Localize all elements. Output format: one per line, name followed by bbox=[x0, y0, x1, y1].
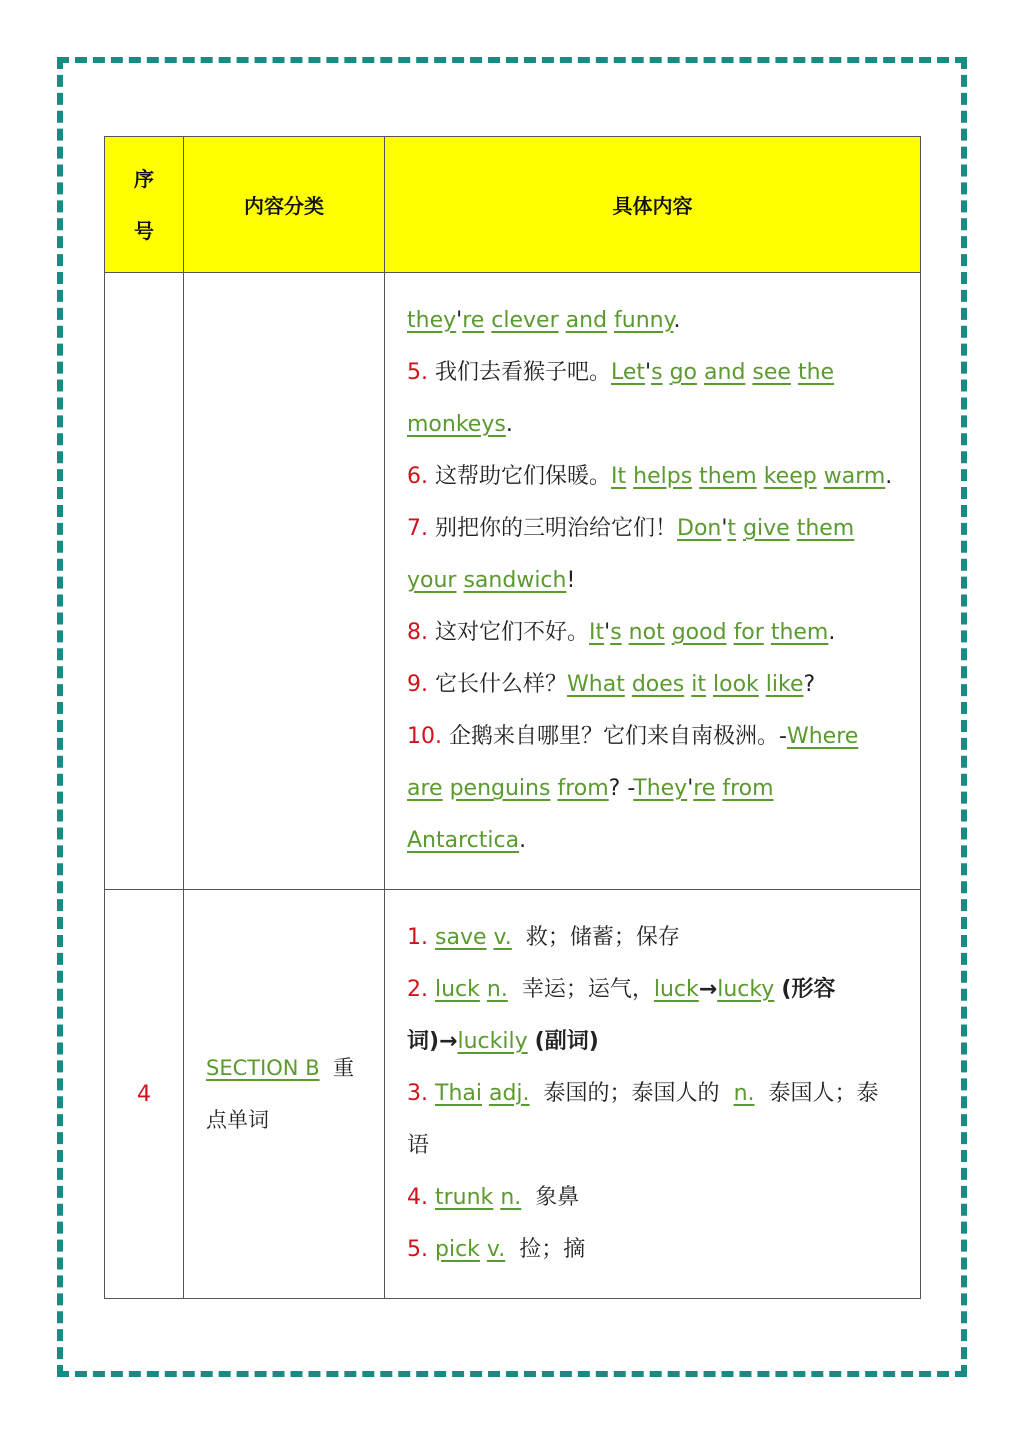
table-row bbox=[105, 890, 921, 1299]
word-item-luck: 2. luck n. 幸运；运气，luck→lucky (形容 bbox=[407, 977, 836, 1002]
sentence-10-wrap: are penguins from? -They're from bbox=[407, 776, 774, 801]
sentence-7: 7. 别把你的三明治给它们！Don't give them bbox=[407, 516, 855, 541]
sentence-7-wrap: your sandwich! bbox=[407, 568, 576, 593]
sentence-6: 6. 这帮助它们保暖。It helps them keep warm. bbox=[407, 464, 893, 489]
sentence-8: 8. 这对它们不好。It's not good for them. bbox=[407, 620, 836, 645]
word-item-thai: 3. Thai adj. 泰国的；泰国人的 n. 泰国人；泰 bbox=[407, 1081, 879, 1106]
row-category-cell bbox=[184, 273, 385, 890]
sentence-5: 5. 我们去看猴子吧。Let's go and see the bbox=[407, 360, 835, 385]
table-row bbox=[105, 273, 921, 890]
sentence-10: 10. 企鹅来自哪里？它们来自南极洲。-Where bbox=[407, 724, 859, 749]
word-item-trunk: 4. trunk n. 象鼻 bbox=[407, 1185, 580, 1210]
sentence-4-continued: they're clever and funny. bbox=[407, 308, 681, 333]
table-header-row bbox=[105, 137, 921, 273]
row-content-cell bbox=[385, 890, 921, 1299]
category-zh-wrap: 点单词 bbox=[206, 1108, 269, 1132]
row-content-cell bbox=[385, 273, 921, 890]
header-content: 具体内容 bbox=[385, 137, 921, 273]
vocabulary-table bbox=[104, 136, 921, 1299]
word-item-save: 1. save v. 救；储蓄；保存 bbox=[407, 925, 680, 950]
row-category-cell bbox=[184, 890, 385, 1299]
category-section-label: SECTION B bbox=[206, 1056, 320, 1080]
row-number-cell bbox=[105, 273, 184, 890]
sentence-9: 9. 它长什么样？What does it look like? bbox=[407, 672, 816, 697]
sentence-5-wrap: monkeys. bbox=[407, 412, 513, 437]
word-item-pick: 5. pick v. 捡；摘 bbox=[407, 1237, 586, 1262]
word-item-luck-wrap: 词)→luckily (副词) bbox=[407, 1029, 599, 1054]
row-number-cell: 4 bbox=[105, 890, 184, 1299]
header-serial-number bbox=[105, 137, 184, 273]
header-serial-char-2: 号 bbox=[134, 218, 154, 243]
sentence-10-wrap-2: Antarctica. bbox=[407, 828, 527, 853]
header-category: 内容分类 bbox=[184, 137, 385, 273]
header-serial-char-1: 序 bbox=[134, 166, 154, 191]
word-item-thai-wrap: 语 bbox=[407, 1133, 430, 1158]
category-zh-label: 重 bbox=[332, 1056, 354, 1080]
